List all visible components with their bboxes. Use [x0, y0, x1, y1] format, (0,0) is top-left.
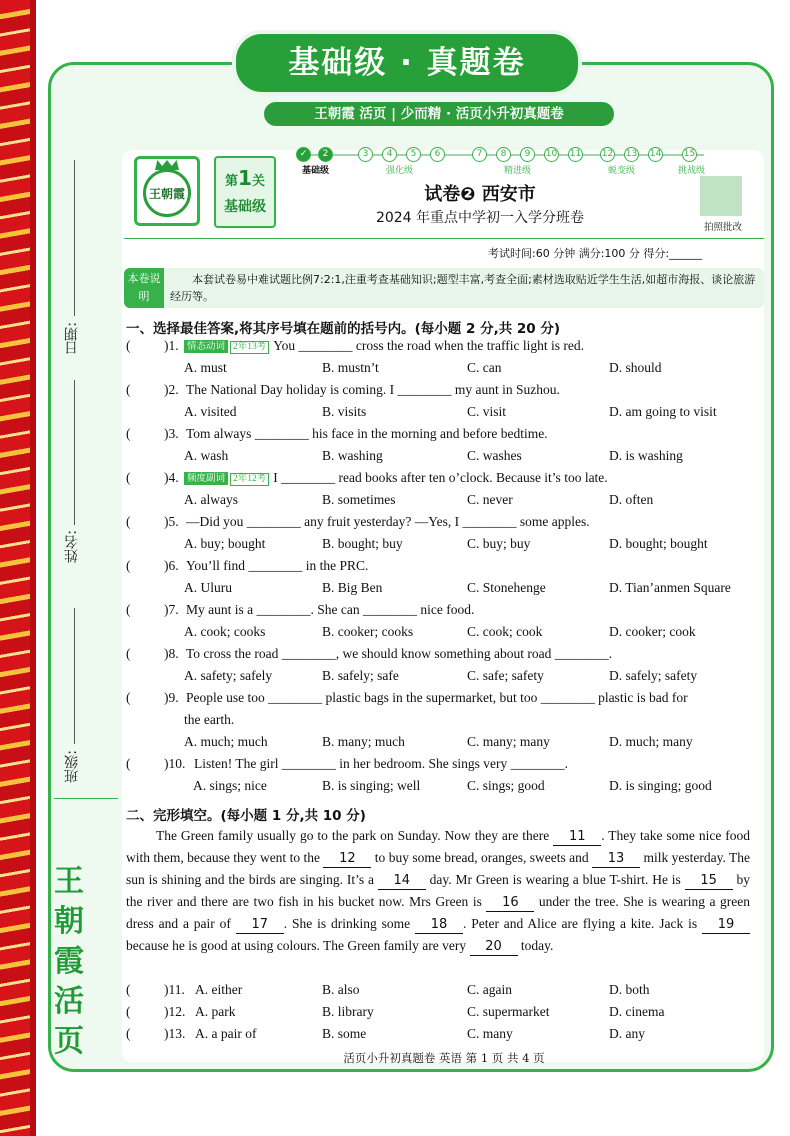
blank: 18: [415, 917, 463, 934]
option: D. bought; bought: [609, 536, 708, 551]
level-progress: ✓ 2 3 4 5 6 7 8 9 10 11 12 13 14 15 基础级 强化级 精进级 蜕变级 挑战级: [286, 146, 716, 174]
option: B. bought; buy: [322, 536, 403, 551]
paper-note: [124, 268, 764, 308]
section2-title: 二、完形填空。(每小题 1 分,共 10 分): [126, 808, 366, 824]
brand-logo: 王朝霞: [134, 156, 200, 226]
blank: 14: [378, 873, 426, 890]
progress-step: 9: [520, 147, 535, 162]
blank: 17: [236, 917, 284, 934]
progress-step: 15: [682, 147, 697, 162]
option: C. many: [467, 1026, 513, 1041]
option: A. cook; cooks: [184, 624, 266, 639]
page-title: 基础级 · 真题卷: [232, 30, 582, 96]
option: C. Stonehenge: [467, 580, 546, 595]
progress-step: 4: [382, 147, 397, 162]
progress-step: 10: [544, 147, 559, 162]
note-text: 本套试卷易中难试题比例7:2:1,注重考查基础知识;题型丰富,考查全面;素材选取贴近学生生活,如超市海报、谈论旅游经历等。: [170, 273, 756, 303]
option: A. visited: [184, 404, 237, 419]
progress-step: 11: [568, 147, 583, 162]
photo-grading-label: 拍照批改: [703, 222, 742, 233]
level-badge: 第1关 基础级: [214, 156, 276, 228]
exam-info: 考试时间:60 分钟 满分:100 分 得分:______: [488, 247, 703, 260]
option: A. Uluru: [184, 580, 232, 595]
option: B. mustn’t: [322, 360, 379, 375]
blank: 16: [486, 895, 534, 912]
option: B. washing: [322, 448, 383, 463]
topic-tag: 频度副词: [184, 472, 228, 485]
date-line: [74, 160, 75, 316]
side-divider: [54, 798, 118, 799]
option: C. cook; cook: [467, 624, 543, 639]
option: A. wash: [184, 448, 229, 463]
option: B. cooker; cooks: [322, 624, 414, 639]
progress-step: 6: [430, 147, 445, 162]
blank: 19: [702, 917, 750, 934]
option: A. always: [184, 492, 238, 507]
note-tag: 本卷说明: [124, 268, 164, 308]
header-divider: [124, 238, 764, 239]
option: D. cooker; cook: [609, 624, 696, 639]
cloze-passage: The Green family usually go to the park on Sunday. Now they are there 11 . They take some nice food with them, because they went to the 12 to buy some bread, oranges, sweets and 13 milk yesterday. The sun is shining and the birds are singing. It’s a 14 day. Mr Green is wearing a blue T-shirt. He is 15 by the river and there are two fish in his bucket now. Mrs Green is 16 under the tree. She is wearing a green dress and a pair of 17 . She is drinking some 18 . Peter and Alice are flying a kite. Jack is 19 because he is good at using colours. The Green family are very 20 today.: [126, 828, 750, 954]
topic-tag: 情态动词: [184, 340, 228, 353]
option: C. visit: [467, 404, 507, 419]
option: D. should: [609, 360, 662, 375]
option: A. buy; bought: [184, 536, 266, 551]
blank: 11: [553, 829, 601, 846]
option: A. a pair of: [195, 1026, 257, 1041]
option: A. either: [195, 982, 243, 997]
option: B. sometimes: [322, 492, 396, 507]
option: D. much; many: [609, 734, 693, 749]
date-label: 日期:: [64, 322, 80, 355]
name-label: 姓名:: [64, 530, 80, 563]
option: A. safety; safely: [184, 668, 273, 683]
progress-step: 3: [358, 147, 373, 162]
option: D. often: [609, 492, 654, 507]
progress-step: 2: [318, 147, 333, 162]
option: B. safely; safe: [322, 668, 399, 683]
option: C. buy; buy: [467, 536, 531, 551]
option: B. Big Ben: [322, 580, 383, 595]
option: C. again: [467, 982, 512, 997]
progress-step: 8: [496, 147, 511, 162]
option: D. any: [609, 1026, 645, 1041]
paper-title: 试卷❷ 西安市: [424, 184, 536, 205]
origin-tag: 2年12考: [230, 473, 269, 486]
option: D. cinema: [609, 1004, 665, 1019]
brand-vertical-logo: 王 朝 霞 活 页: [54, 864, 84, 1059]
option: D. safely; safety: [609, 668, 698, 683]
progress-step: 12: [600, 147, 615, 162]
progress-step: 5: [406, 147, 421, 162]
option: A. must: [184, 360, 227, 375]
class-label: 班级:: [64, 750, 80, 783]
blank: 12: [323, 851, 371, 868]
option: D. am going to visit: [609, 404, 717, 419]
blank: 15: [685, 873, 733, 890]
option: B. is singing; well: [322, 778, 421, 793]
name-line: [74, 380, 75, 525]
blank: 20: [470, 939, 518, 956]
option: B. visits: [322, 404, 367, 419]
option: B. many; much: [322, 734, 405, 749]
progress-step: 14: [648, 147, 663, 162]
option: C. safe; safety: [467, 668, 544, 683]
progress-step: 13: [624, 147, 639, 162]
series-subtitle: 王朝霞 活页 | 少而精 · 活页小升初真题卷: [264, 102, 614, 126]
option: A. sings; nice: [193, 778, 267, 793]
origin-tag: 2年13考: [230, 341, 269, 354]
qr-code-placeholder: [700, 176, 742, 216]
option: C. washes: [467, 448, 522, 463]
option: B. some: [322, 1026, 367, 1041]
option: B. library: [322, 1004, 374, 1019]
option: A. park: [195, 1004, 236, 1019]
progress-step: ✓: [296, 147, 311, 162]
option: B. also: [322, 982, 360, 997]
option: A. much; much: [184, 734, 268, 749]
option: C. supermarket: [467, 1004, 550, 1019]
class-line: [74, 608, 75, 744]
option: C. can: [467, 360, 502, 375]
option: D. both: [609, 982, 650, 997]
decorative-ribbon: [0, 0, 36, 1136]
page-footer: 活页小升初真题卷 英语 第 1 页 共 4 页: [343, 1051, 545, 1065]
option: D. is washing: [609, 448, 683, 463]
section1-title: 一、选择最佳答案,将其序号填在题前的括号内。(每小题 2 分,共 20 分): [126, 321, 561, 337]
progress-step: 7: [472, 147, 487, 162]
option: C. never: [467, 492, 513, 507]
paper-subtitle: 2024 年重点中学初一入学分班卷: [375, 210, 585, 226]
option: D. Tian’anmen Square: [609, 580, 731, 595]
blank: 13: [592, 851, 640, 868]
option: D. is singing; good: [609, 778, 712, 793]
option: C. many; many: [467, 734, 550, 749]
option: C. sings; good: [467, 778, 545, 793]
